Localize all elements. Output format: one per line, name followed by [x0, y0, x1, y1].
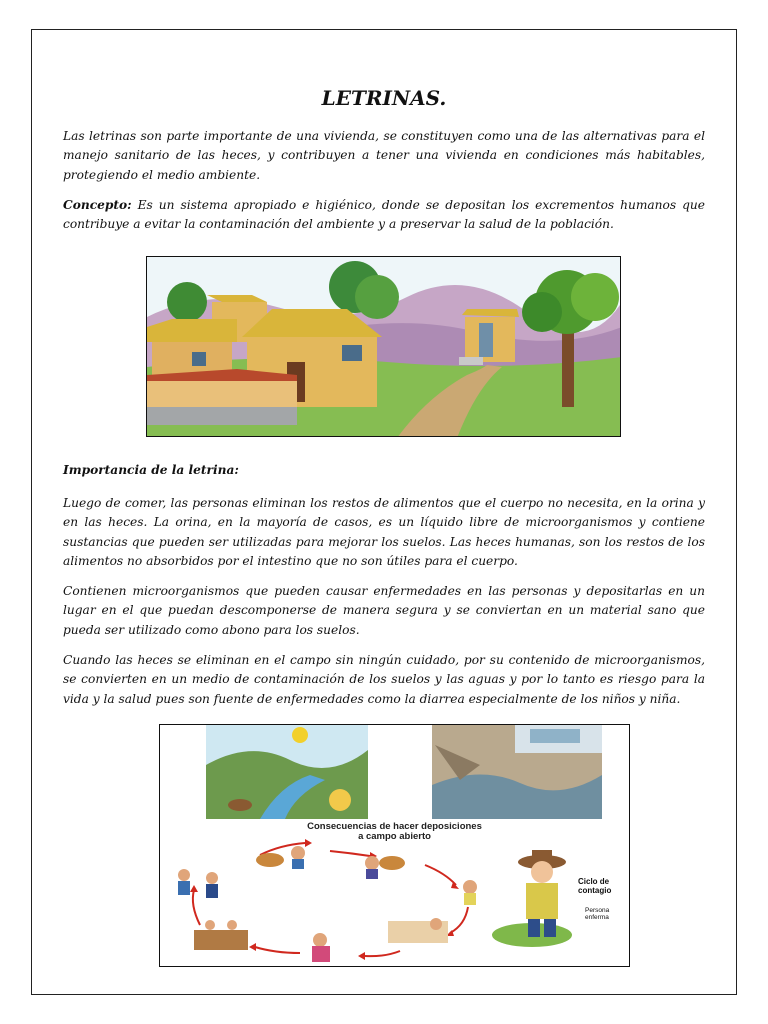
latrine-building: [459, 309, 519, 365]
cycle-figures: [178, 846, 477, 962]
cycle-label-line-1: Ciclo de: [578, 877, 610, 886]
flooded-illustration: [432, 725, 602, 819]
landscape-illustration: [206, 725, 368, 819]
cycle-label: [578, 877, 611, 895]
importance-paragraph-1: [63, 494, 705, 571]
caption-line-1: Consecuencias de hacer deposiciones: [307, 821, 482, 832]
importance-section: [63, 461, 705, 480]
concept-label: Concepto:: [63, 198, 132, 212]
intro-paragraph: [63, 127, 705, 185]
village-illustration: [146, 256, 621, 437]
paragraph-text: Cuando las heces se eliminan en el campo sin ningún cuidado, por su contenido de microorganismos, se convierten en un medio de contaminación de los suelos y las aguas y por lo tanto es riesgo para la vida y la salud pues son fuente de enfermedades como la diarrea especialmente de los niños y niña.: [63, 653, 705, 706]
concept-paragraph: [63, 196, 705, 235]
person-label-line-2: enferma: [585, 914, 609, 921]
cycle-label-line-2: contagio: [578, 886, 612, 895]
paragraph-text: Luego de comer, las personas eliminan los restos de alimentos que el cuerpo no necesita, en la orina y en las heces. La orina, en la mayoría de casos, es un líquido libre de microorganismos y contiene sustancias que pueden ser utilizadas para mejorar los suelos. Las heces humanas, son los restos de los alimentos no absorbidos por el intestino que no son útiles para el cuerpo.: [63, 496, 705, 568]
person-label-line-1: Persona: [585, 907, 610, 914]
sick-person-label: [585, 907, 609, 921]
importance-paragraph-2: [63, 582, 705, 640]
paragraph-text: Contienen microorganismos que pueden causar enfermedades en las personas y depositarlas en un lugar en el que puedan descomponerse de manera segura y se conviertan en un material sano que pueda ser utilizado como abono para los suelos.: [63, 584, 705, 637]
contagion-cycle-figure: [159, 724, 630, 967]
page-title: LETRINAS.: [321, 86, 447, 110]
figure-caption: [160, 822, 629, 842]
importance-paragraph-3: [63, 651, 705, 709]
sick-person: [492, 850, 572, 947]
intro-text: Las letrinas son parte importante de una vivienda, se constituyen como una de las alternativas para el manejo sanitario de las heces, y contribuyen a tener una vivienda en condiciones más habitables, protegiendo el medio ambiente.: [63, 129, 705, 182]
caption-line-2: a campo abierto: [358, 831, 431, 842]
importance-heading: Importancia de la letrina:: [63, 463, 239, 477]
concept-text: Es un sistema apropiado e higiénico, donde se depositan los excrementos humanos que contribuye a evitar la contaminación del ambiente y a preservar la salud de la población.: [63, 198, 705, 232]
